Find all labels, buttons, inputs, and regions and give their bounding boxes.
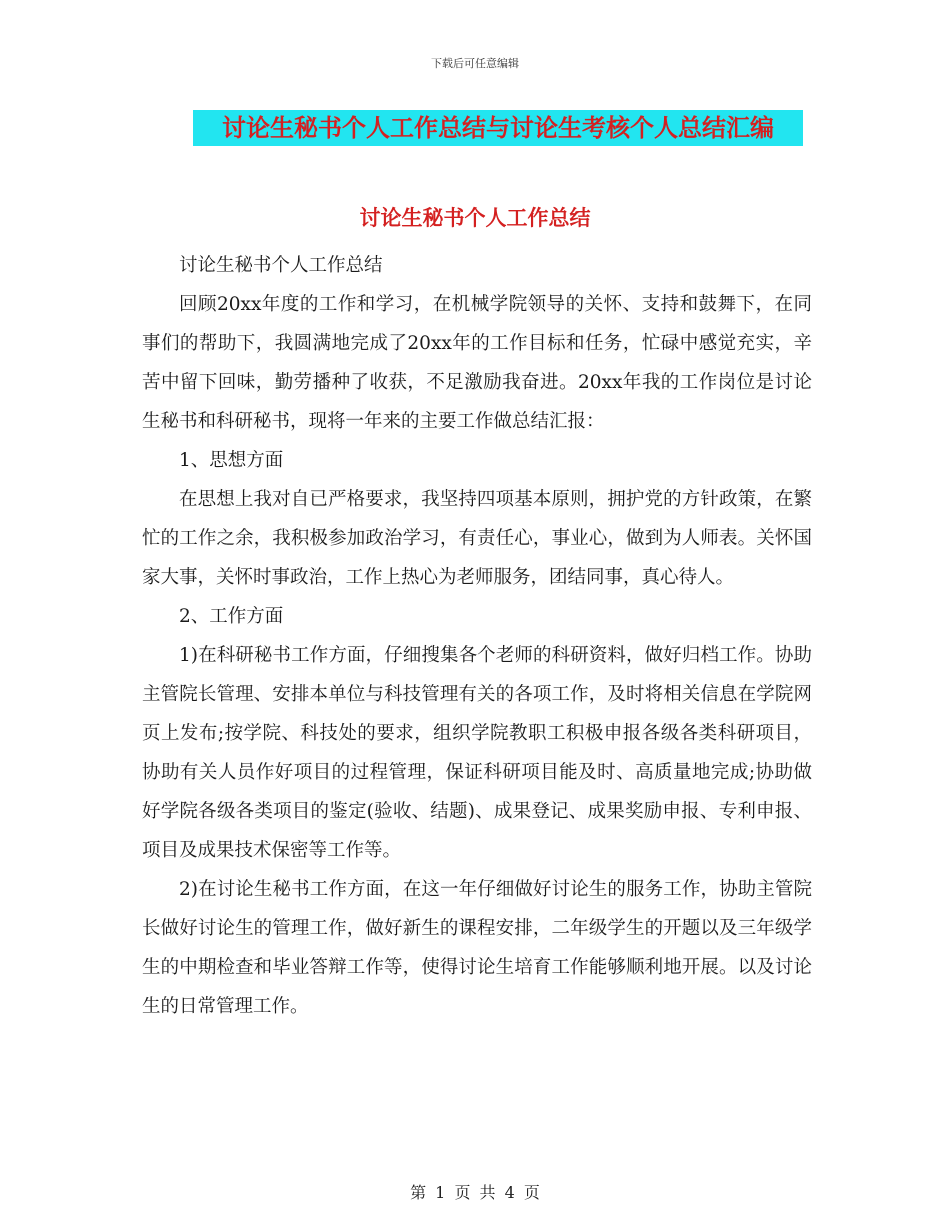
document-body — [142, 246, 812, 1026]
document-main-title: 讨论生秘书个人工作总结与讨论生考核个人总结汇编 — [193, 110, 803, 146]
paragraph-graduate-secretary: 2)在讨论生秘书工作方面，在这一年仔细做好讨论生的服务工作，协助主管院长做好讨论生的管理工作，做好新生的课程安排，二年级学生的开题以及三年级学生的中期检查和毕业答辩工作等，使得讨论生培育工作能够顺利地开展。以及讨论生的日常管理工作。 — [142, 879, 812, 1017]
page-number-footer: 第 1 页 共 4 页 — [410, 1183, 540, 1202]
paragraph-subtitle: 讨论生秘书个人工作总结 — [179, 255, 383, 276]
page-header-note: 下载后可任意编辑 — [431, 57, 519, 70]
paragraph-heading-ideology: 1、思想方面 — [179, 450, 284, 471]
paragraph-review: 回顾20xx年度的工作和学习，在机械学院领导的关怀、支持和鼓舞下，在同事们的帮助下，我圆满地完成了20xx年的工作目标和任务，忙碌中感觉充实，辛苦中留下回味，勤劳播种了收获，不足激励我奋进。20xx年我的工作岗位是讨论生秘书和科研秘书，现将一年来的主要工作做总结汇报： — [142, 294, 812, 432]
paragraph-research-secretary: 1)在科研秘书工作方面，仔细搜集各个老师的科研资料，做好归档工作。协助主管院长管理、安排本单位与科技管理有关的各项工作，及时将相关信息在学院网页上发布;按学院、科技处的要求，组织学院教职工积极申报各级各类科研项目，协助有关人员作好项目的过程管理，保证科研项目能及时、高质量地完成;协助做好学院各级各类项目的鉴定(验收、结题)、成果登记、成果奖励申报、专利申报、项目及成果技术保密等工作等。 — [142, 645, 812, 861]
paragraph-heading-work: 2、工作方面 — [179, 606, 284, 627]
section-title: 讨论生秘书个人工作总结 — [359, 206, 591, 230]
paragraph-ideology: 在思想上我对自已严格要求，我坚持四项基本原则，拥护党的方针政策，在繁忙的工作之余，我积极参加政治学习，有责任心，事业心，做到为人师表。关怀国家大事，关怀时事政治，工作上热心为老师服务，团结同事，真心待人。 — [142, 489, 812, 588]
